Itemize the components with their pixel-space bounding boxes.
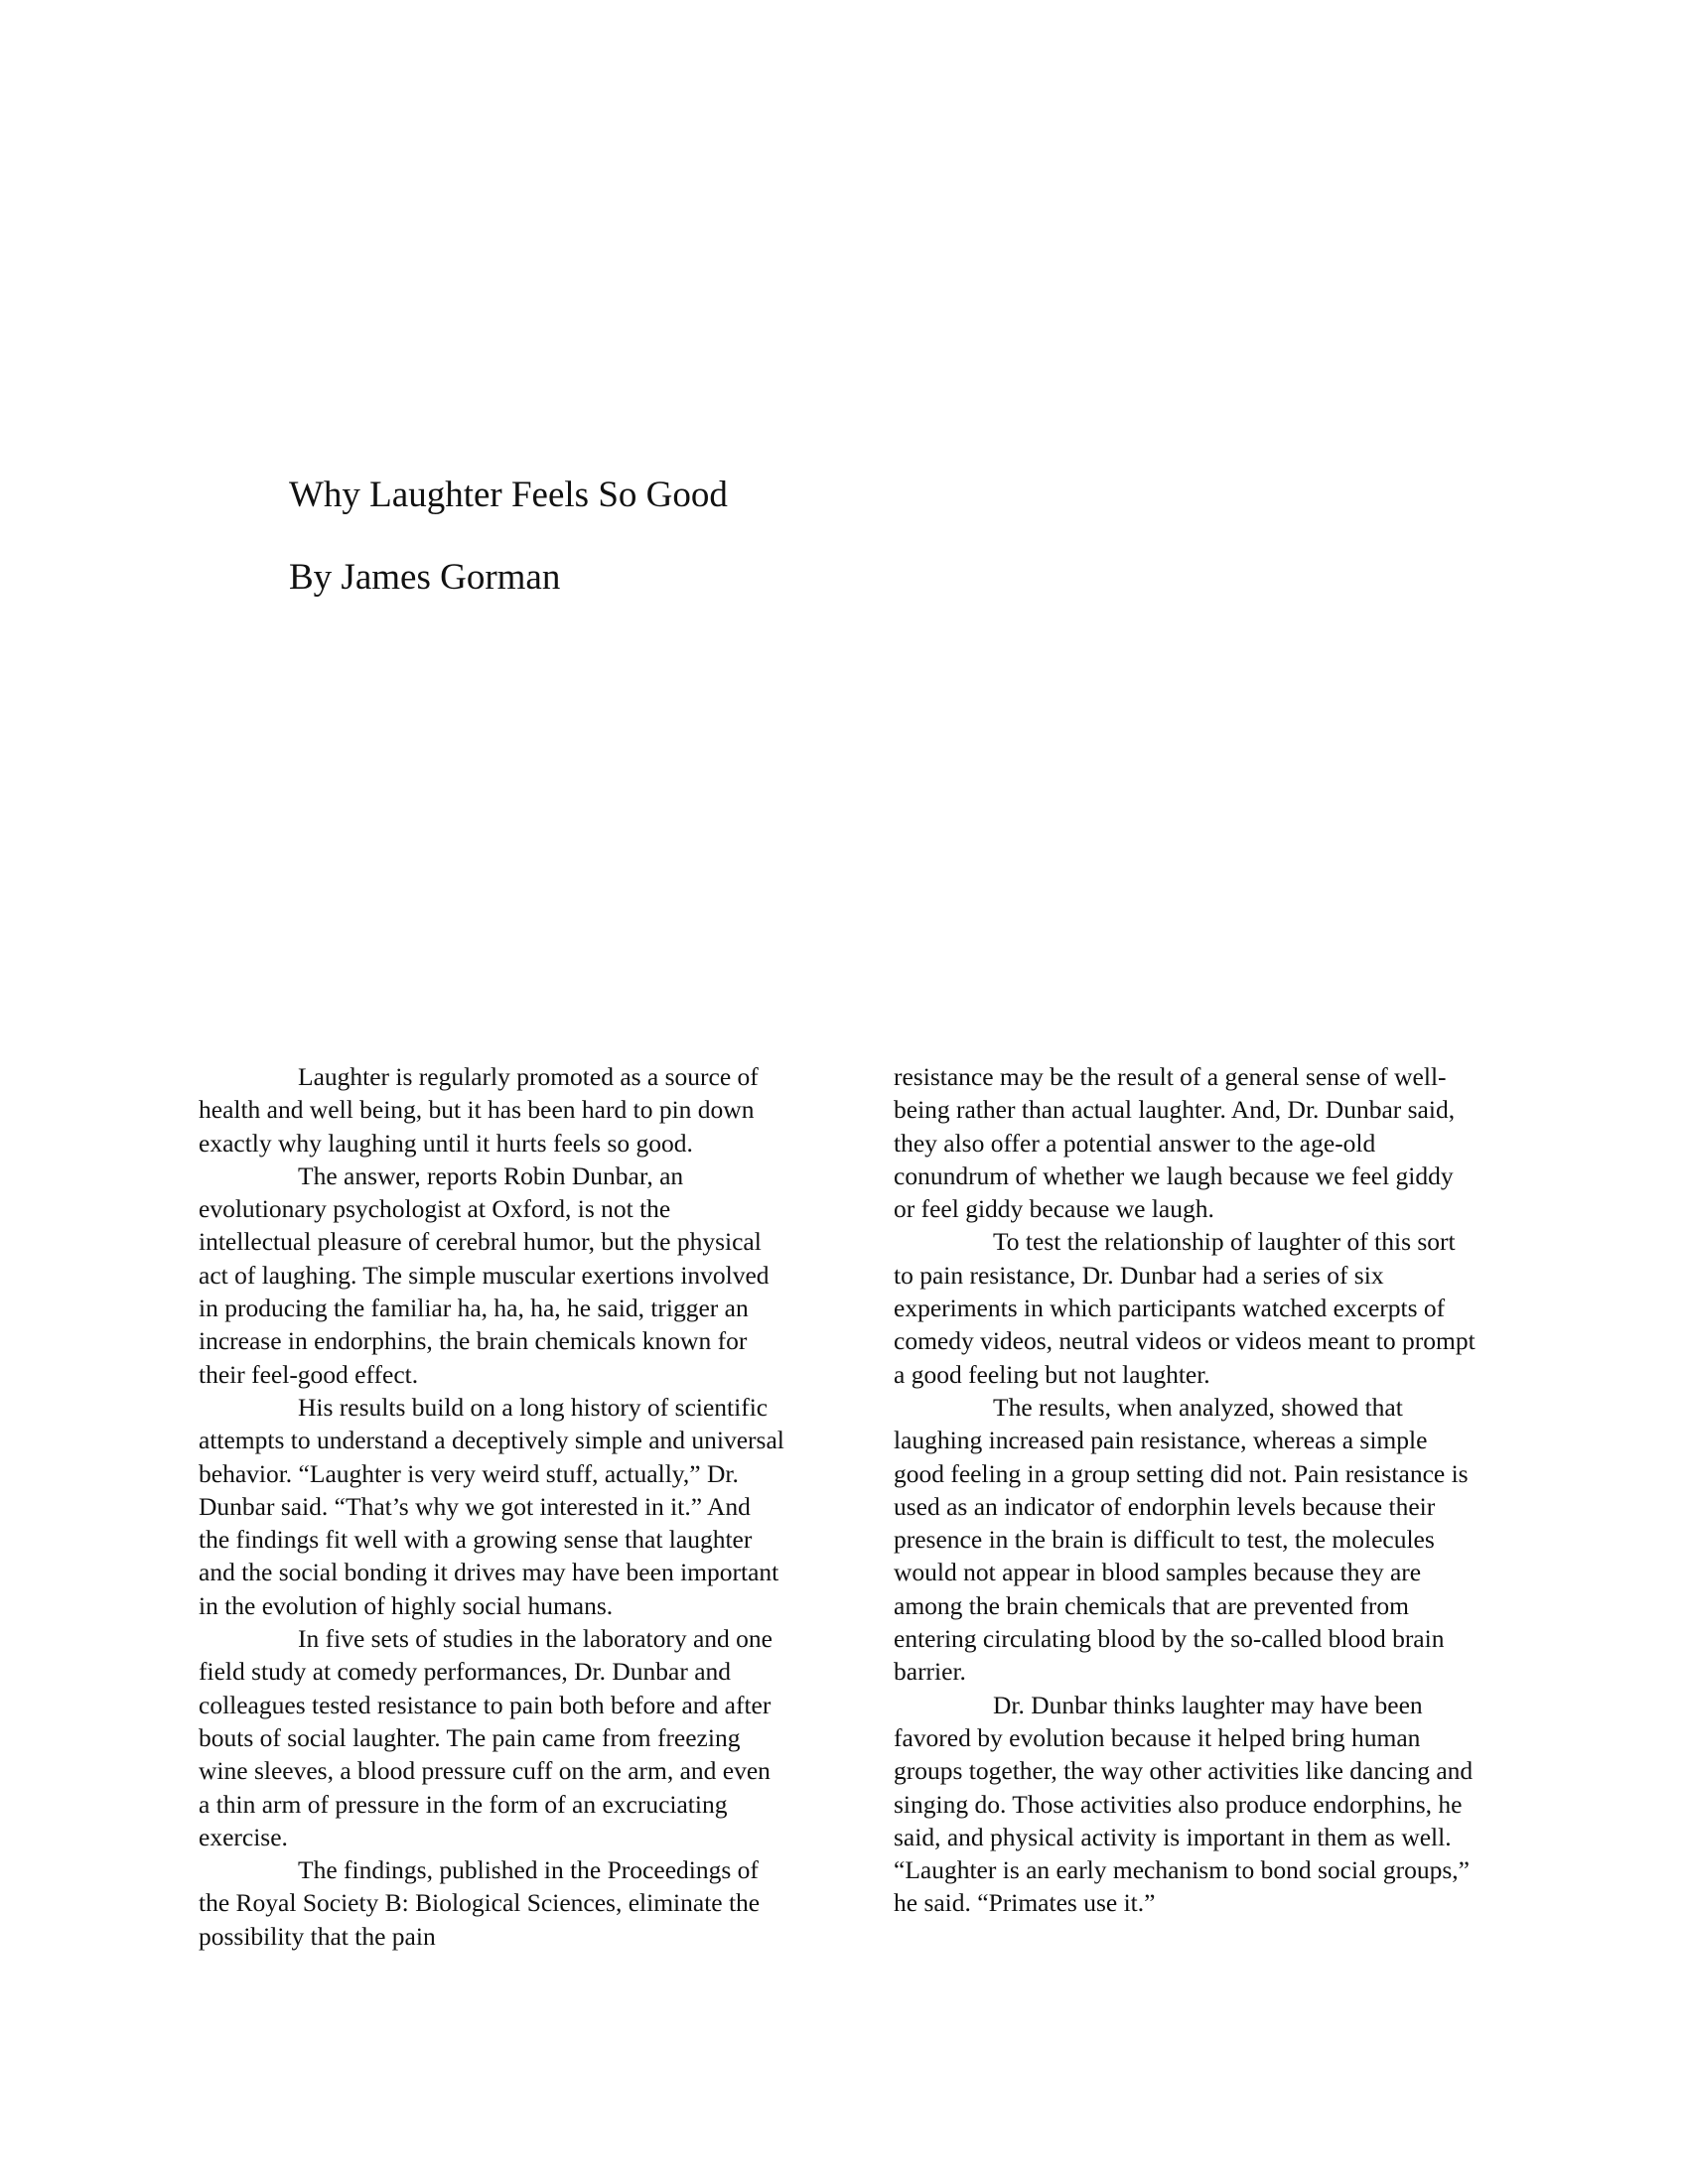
paragraph: The answer, reports Robin Dunbar, an evolutionary psychologist at Oxford, is not the intellectual pleasure of cerebral humor, but the physical act of laughing. The simple muscular exertions involved in producing the familiar ha, ha, ha, he said, trigger an increase in endorphins, the brain chemicals known for their feel-good effect.: [199, 1160, 770, 1389]
paragraph: To test the relationship of laughter of this sort to pain resistance, Dr. Dunbar had a series of six experiments in which participants watched excerpts of comedy videos, neutral videos or videos meant to prompt a good feeling but not laughter.: [894, 1227, 1476, 1389]
right-column: [894, 1060, 1479, 1920]
paragraph: The results, when analyzed, showed that laughing increased pain resistance, whereas a simple good feeling in a group setting did not. Pain resistance is used as an indicator of endorphin levels because their presence in the brain is difficult to test, the molecules would not appear in blood samples because they are among the brain chemicals that are prevented from entering circulating blood by the so-called blood brain barrier.: [894, 1392, 1469, 1687]
paragraph: In five sets of studies in the laboratory and one field study at comedy performances, Dr. Dunbar and colleagues tested resistance to pain both before and after bouts of social laughter. The pain came from freezing wine sleeves, a blood pressure cuff on the arm, and even a thin arm of pressure in the form of an excruciating exercise.: [199, 1624, 774, 1851]
paragraph: Dr. Dunbar thinks laughter may have been favored by evolution because it helped bring human groups together, the way other activities like dancing and singing do. Those activities also produce endorphins, he said, and physical activity is important in them as well. “Laughter is an early mechanism to bond social groups,” he said. “Primates use it.”: [894, 1690, 1474, 1918]
paragraph: Laughter is regularly promoted as a source of health and well being, but it has been hard to pin down exactly why laughing until it hurts feels so good.: [199, 1062, 759, 1158]
paragraph: resistance may be the result of a general sense of well-being rather than actual laughter. And, Dr. Dunbar said, they also offer a potential answer to the age-old conundrum of whether we laugh because we feel giddy or feel giddy because we laugh.: [894, 1062, 1456, 1224]
left-column: [199, 1060, 784, 1953]
article-byline: By James Gorman: [289, 557, 561, 598]
paragraph: His results build on a long history of scientific attempts to understand a deceptively simple and universal behavior. “Laughter is very weird stuff, actually,” Dr. Dunbar said. “That’s why we got interested in it.” And the findings fit well with a growing sense that laughter and the social bonding it drives may have been important in the evolution of highly social humans.: [199, 1392, 784, 1620]
article-title: Why Laughter Feels So Good: [289, 475, 728, 515]
paragraph: The findings, published in the Proceedings of the Royal Society B: Biological Sciences, eliminate the possibility that the pain: [199, 1855, 761, 1951]
